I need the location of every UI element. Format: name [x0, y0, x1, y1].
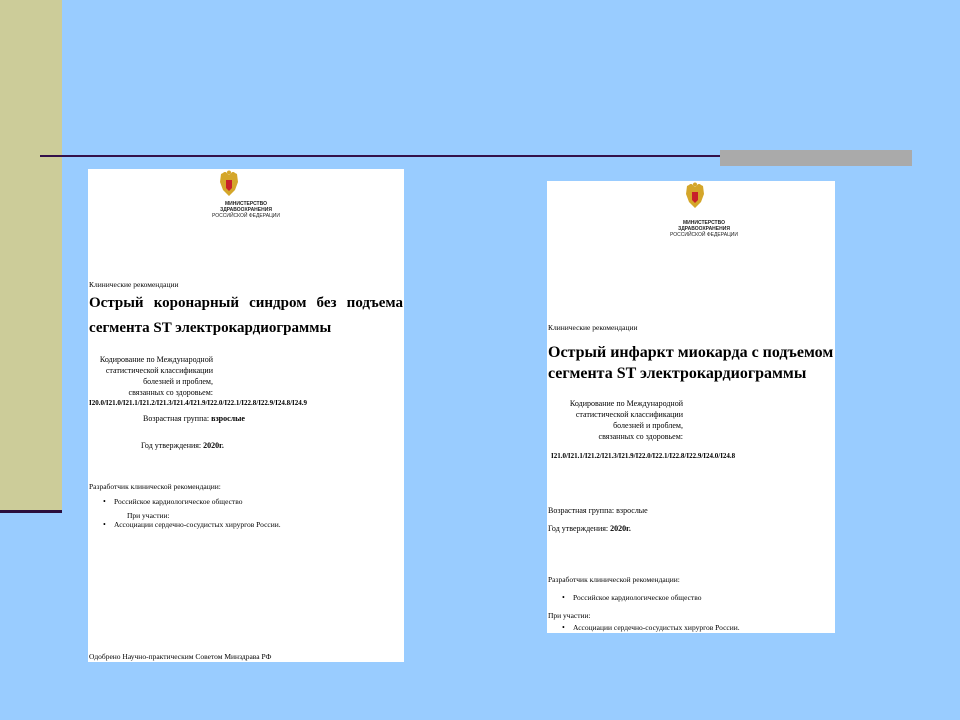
- ministry-caption: [654, 220, 754, 238]
- age-group: [143, 413, 245, 424]
- document-kind: Клинические рекомендации: [548, 323, 638, 332]
- side-bar-underline: [0, 510, 62, 513]
- list-item: • Российское кардиологическое общество: [557, 593, 701, 603]
- age-group-label: Возрастная группа:: [143, 414, 210, 423]
- russian-coat-of-arms-icon: [683, 182, 707, 210]
- list-item: • Ассоциации сердечно-сосудистых хирургов России.: [557, 623, 740, 633]
- age-group: [548, 505, 648, 516]
- icd-codes: I21.0/I21.1/I21.2/I21.3/I21.9/I22.0/I22.1/I22.8/I22.9/I24.0/I24.8: [551, 452, 736, 460]
- participation-label: При участии:: [548, 611, 591, 620]
- ministry-caption: [196, 201, 296, 219]
- approval-note: Одобрено Научно-практическим Советом Минздрава РФ: [89, 652, 272, 661]
- document-title-line: Острый инфаркт миокарда с подъемом: [548, 344, 834, 361]
- ministry-line: ЗДРАВООХРАНЕНИЯ: [678, 226, 730, 232]
- developer-label: Разработчик клинической рекомендации:: [89, 482, 221, 491]
- ministry-line: РОССИЙСКОЙ ФЕДЕРАЦИИ: [212, 213, 280, 219]
- approval-year-value: 2020г.: [203, 441, 224, 450]
- coding-line: болезней и проблем,: [613, 421, 683, 430]
- developer-list: [98, 497, 242, 507]
- approval-year: [141, 440, 224, 451]
- side-bar: [0, 0, 62, 512]
- list-item: • Российское кардиологическое общество: [98, 497, 242, 507]
- participant-list: [98, 520, 281, 530]
- ministry-line: МИНИСТЕРСТВО: [225, 201, 267, 207]
- ministry-line: РОССИЙСКОЙ ФЕДЕРАЦИИ: [670, 232, 738, 238]
- approval-year-label: Год утверждения:: [141, 441, 202, 450]
- coding-line: связанных со здоровьем:: [598, 432, 683, 441]
- coding-line: связанных со здоровьем:: [128, 388, 213, 397]
- document-page-acs-without-st: [88, 169, 404, 662]
- age-group-label: Возрастная группа:: [548, 506, 615, 515]
- coding-line: Кодирование по Международной: [99, 355, 213, 364]
- coding-caption: [547, 398, 683, 442]
- document-title-line: сегмента ST электрокардиограммы: [89, 320, 332, 336]
- approval-year-value: 2020г.: [610, 524, 631, 533]
- list-item: • Ассоциации сердечно-сосудистых хирургов России.: [98, 520, 281, 530]
- approval-year: [548, 523, 631, 534]
- coding-line: болезней и проблем,: [143, 377, 213, 386]
- ministry-line: МИНИСТЕРСТВО: [683, 220, 725, 226]
- developer-label: Разработчик клинической рекомендации:: [548, 575, 680, 584]
- approval-year-label: Год утверждения:: [548, 524, 609, 533]
- document-title-line: Острый коронарный синдром без подъема: [89, 295, 403, 311]
- rule-accent-block: [720, 150, 912, 166]
- age-group-value: взрослые: [616, 506, 648, 515]
- participant-list: [557, 623, 740, 633]
- document-title-line: сегмента ST электрокардиограммы: [548, 365, 807, 382]
- ministry-line: ЗДРАВООХРАНЕНИЯ: [220, 207, 272, 213]
- russian-coat-of-arms-icon: [217, 170, 241, 198]
- coding-line: Кодирование по Международной: [569, 399, 683, 408]
- developer-list: [557, 593, 701, 603]
- coding-line: статистической классификации: [105, 366, 213, 375]
- participation-label: При участии:: [127, 511, 170, 520]
- coding-line: статистической классификации: [575, 410, 683, 419]
- coding-caption: [88, 354, 213, 398]
- age-group-value: взрослые: [211, 414, 245, 423]
- document-page-stemi: [547, 181, 835, 633]
- icd-codes: I20.0/I21.0/I21.1/I21.2/I21.3/I21.4/I21.9/I22.0/I22.1/I22.8/I22.9/I24.8/I24.9: [89, 399, 308, 407]
- document-kind: Клинические рекомендации: [89, 280, 179, 289]
